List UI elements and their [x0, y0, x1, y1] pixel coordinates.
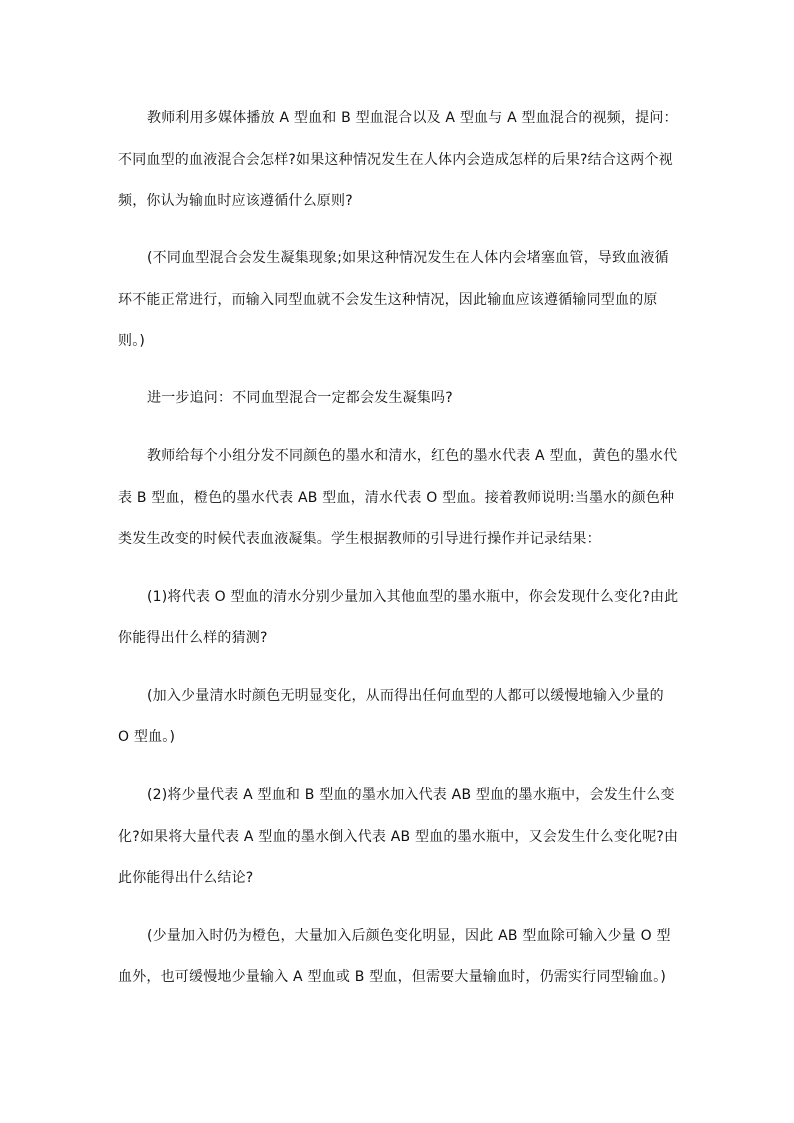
paragraph-line: (少量加入时仍为橙色，大量加入后颜色变化明显，因此 AB 型血除可输入少量 O 型 [147, 928, 671, 944]
paragraph-line: 环不能正常进行，而输入同型血就不会发生这种情况，因此输血应该遵循输同型血的原 [118, 292, 658, 308]
paragraph-line: (1)将代表 O 型血的清水分别少量加入其他血型的墨水瓶中，你会发现什么变化?由此 [147, 589, 679, 605]
paragraph-line: 血外，也可缓慢地少量输入 A 型血或 B 型血，但需要大量输血时，仍需实行同型输血。) [118, 969, 667, 985]
paragraph-line: (不同血型混合会发生凝集现象;如果这种情况发生在人体内会堵塞血管，导致血液循 [147, 250, 669, 266]
paragraph-line: (加入少量清水时颜色无明显变化，从而得出任何血型的人都可以缓慢地输入少量的 [147, 688, 664, 704]
paragraph-line: 类发生改变的时候代表血液凝集。学生根据教师的引导进行操作并记录结果： [118, 531, 601, 547]
paragraph-line: (2)将少量代表 A 型血和 B 型血的墨水加入代表 AB 型血的墨水瓶中，会发生什么变 [147, 787, 675, 803]
paragraph-line: 不同血型的血液混合会怎样?如果这种情况发生在人体内会造成怎样的后果?结合这两个视 [118, 152, 673, 168]
paragraph-line: 频，你认为输血时应该遵循什么原则? [118, 193, 353, 209]
paragraph-line: O 型血。) [118, 729, 176, 745]
paragraph-line: 进一步追问：不同血型混合一定都会发生凝集吗? [147, 390, 453, 406]
paragraph-line: 教师利用多媒体播放 A 型血和 B 型血混合以及 A 型血与 A 型血混合的视频，提问： [147, 110, 678, 126]
paragraph-line: 则。) [118, 333, 146, 349]
paragraph-line: 教师给每个小组分发不同颜色的墨水和清水，红色的墨水代表 A 型血，黄色的墨水代 [147, 448, 678, 464]
paragraph-line: 化?如果将大量代表 A 型血的墨水倒入代表 AB 型血的墨水瓶中，又会发生什么变化呢?由 [118, 829, 679, 845]
paragraph-line: 你能得出什么样的猜测? [118, 630, 268, 646]
paragraph-line: 此你能得出什么结论? [118, 870, 254, 886]
paragraph-line: 表 B 型血，橙色的墨水代表 AB 型血，清水代表 O 型血。接着教师说明:当墨水的颜色种 [118, 490, 675, 506]
